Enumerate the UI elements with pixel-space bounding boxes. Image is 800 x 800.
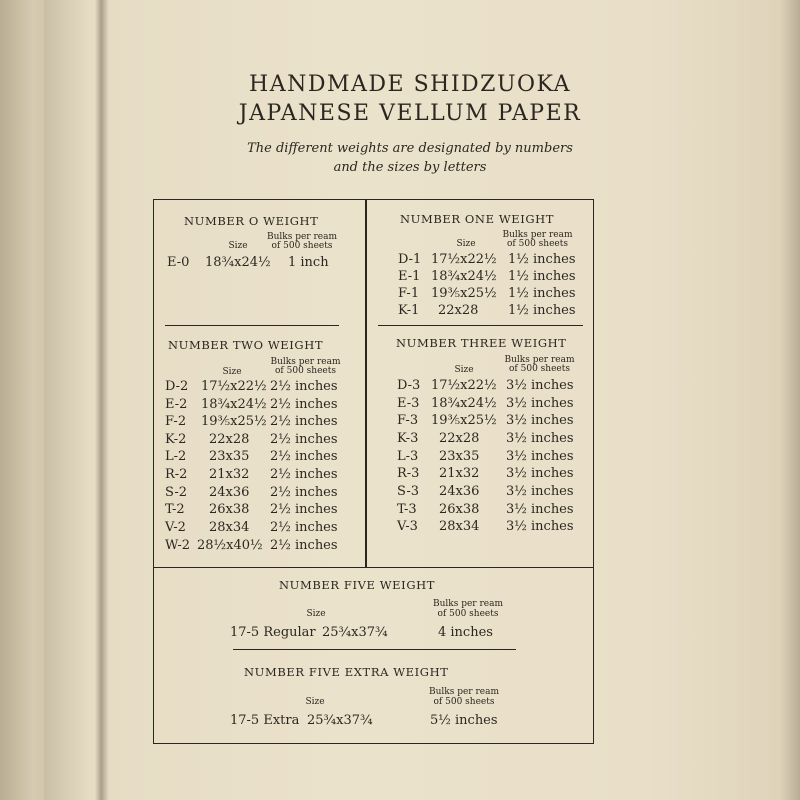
table-row — [397, 413, 587, 430]
row-size: 17½x22½ — [431, 252, 497, 267]
row-code: S-2 — [165, 485, 188, 500]
bulk-header-line-1: Bulks per ream — [504, 355, 575, 365]
row-code: T-3 — [397, 502, 417, 517]
section-title: NUMBER TWO WEIGHT — [168, 338, 324, 352]
row-code: T-2 — [165, 502, 185, 517]
table-column-divider — [365, 199, 367, 568]
row-size: 17½x22½ — [201, 379, 267, 394]
size-header: Size — [228, 241, 248, 251]
page-title-line-1: HANDMADE SHIDZUOKA — [249, 72, 571, 97]
row-bulk: 2½ inches — [270, 397, 338, 412]
row-bulk: 1½ inches — [508, 303, 576, 318]
table-row — [165, 432, 355, 449]
row-bulk: 2½ inches — [270, 432, 338, 447]
row-code: S-3 — [397, 484, 420, 499]
row-size: 18¾x24½ — [431, 396, 497, 411]
row-code: R-3 — [397, 466, 420, 481]
row-code: V-2 — [165, 520, 186, 535]
row-bulk: 2½ inches — [270, 414, 338, 429]
row-code: F-2 — [165, 414, 187, 429]
row-bulk: 3½ inches — [506, 484, 574, 499]
row-bulk: 1½ inches — [508, 269, 576, 284]
row-code: L-2 — [165, 449, 187, 464]
bulk-header-line-1: Bulks per ream — [502, 230, 573, 240]
row-size: 19⅗x25½ — [431, 413, 497, 428]
row-code: K-1 — [398, 303, 420, 318]
subtitle-line-2: and the sizes by letters — [333, 160, 487, 175]
table-row — [165, 414, 355, 431]
row-bulk: 2½ inches — [270, 449, 338, 464]
table-row — [397, 431, 587, 448]
divider-w5-w5x — [233, 649, 516, 650]
row-bulk: 3½ inches — [506, 466, 574, 481]
row-size: 18¾x24½ — [431, 269, 497, 284]
table-row — [230, 713, 510, 730]
row-size: 23x35 — [209, 449, 250, 464]
row-size: 19⅗x25½ — [201, 414, 267, 429]
row-size: 22x28 — [209, 432, 250, 447]
row-bulk: 2½ inches — [270, 502, 338, 517]
table-row — [398, 303, 583, 320]
row-bulk: 3½ inches — [506, 519, 574, 534]
book-gutter-shadow — [95, 0, 109, 800]
bulk-header-line-2: of 500 sheets — [275, 366, 336, 376]
row-size: 22x28 — [439, 431, 480, 446]
page-right-edge — [780, 0, 800, 800]
bulk-header-line-2: of 500 sheets — [433, 697, 495, 707]
row-bulk: 5½ inches — [430, 713, 498, 728]
bulk-header-line-1: Bulks per ream — [428, 687, 499, 697]
table-row — [165, 502, 355, 519]
table-row — [165, 538, 355, 555]
row-bulk: 2½ inches — [270, 467, 338, 482]
table-row — [398, 286, 583, 303]
table-row — [397, 449, 587, 466]
row-code: R-2 — [165, 467, 188, 482]
row-bulk: 1 inch — [288, 255, 329, 270]
row-code: 17-5 Regular — [230, 625, 316, 640]
divider-upper-lower — [153, 567, 594, 568]
bulk-header-line-2: of 500 sheets — [509, 364, 570, 374]
row-bulk: 3½ inches — [506, 396, 574, 411]
row-code: L-3 — [397, 449, 419, 464]
row-bulk: 2½ inches — [270, 520, 338, 535]
subtitle-line-1: The different weights are designated by numbers — [247, 141, 573, 156]
bulk-header-line-1: Bulks per ream — [432, 599, 503, 609]
row-code: D-1 — [398, 252, 422, 267]
row-size: 25¾x37¾ — [307, 713, 373, 728]
bulk-header-line-2: of 500 sheets — [271, 241, 333, 251]
row-code: E-1 — [398, 269, 421, 284]
row-size: 26x38 — [439, 502, 480, 517]
row-code: K-3 — [397, 431, 419, 446]
divider-w1-w3 — [378, 325, 583, 326]
table-row — [165, 379, 355, 396]
section-title: NUMBER THREE WEIGHT — [396, 336, 567, 350]
row-code: V-3 — [397, 519, 418, 534]
table-row — [167, 255, 347, 272]
row-size: 28½x40½ — [197, 538, 263, 553]
row-code: F-1 — [398, 286, 420, 301]
row-bulk: 3½ inches — [506, 413, 574, 428]
row-size: 23x35 — [439, 449, 480, 464]
row-size: 24x36 — [209, 485, 250, 500]
row-size: 28x34 — [209, 520, 250, 535]
row-bulk: 2½ inches — [270, 379, 338, 394]
row-bulk: 3½ inches — [506, 431, 574, 446]
row-size: 17½x22½ — [431, 378, 497, 393]
row-bulk: 3½ inches — [506, 449, 574, 464]
table-row — [230, 625, 510, 642]
section-title: NUMBER FIVE EXTRA WEIGHT — [244, 665, 449, 679]
section-title: NUMBER ONE WEIGHT — [400, 212, 555, 226]
size-header: Size — [456, 239, 476, 249]
row-bulk: 3½ inches — [506, 378, 574, 393]
table-row — [165, 485, 355, 502]
row-bulk: 1½ inches — [508, 286, 576, 301]
row-size: 24x36 — [439, 484, 480, 499]
row-code: E-0 — [167, 255, 190, 270]
row-bulk: 2½ inches — [270, 485, 338, 500]
table-row — [165, 397, 355, 414]
row-code: E-3 — [397, 396, 420, 411]
row-size: 19⅗x25½ — [431, 286, 497, 301]
table-row — [397, 502, 587, 519]
row-size: 26x38 — [209, 502, 250, 517]
table-row — [165, 467, 355, 484]
row-size: 18¾x24½ — [205, 255, 271, 270]
size-header: Size — [306, 609, 326, 619]
table-row — [165, 520, 355, 537]
size-header: Size — [305, 697, 325, 707]
row-size: 25¾x37¾ — [322, 625, 388, 640]
table-row — [397, 484, 587, 501]
table-row — [397, 396, 587, 413]
bulk-header-line-1: Bulks per ream — [270, 357, 341, 367]
row-size: 28x34 — [439, 519, 480, 534]
row-code: 17-5 Extra — [230, 713, 300, 728]
row-size: 21x32 — [439, 466, 480, 481]
row-bulk: 1½ inches — [508, 252, 576, 267]
size-header: Size — [222, 367, 242, 377]
row-size: 21x32 — [209, 467, 250, 482]
table-row — [397, 519, 587, 536]
table-row — [398, 269, 583, 286]
row-code: K-2 — [165, 432, 187, 447]
row-code: F-3 — [397, 413, 419, 428]
row-size: 22x28 — [438, 303, 479, 318]
row-bulk: 2½ inches — [270, 538, 338, 553]
bulk-header-line-2: of 500 sheets — [437, 609, 499, 619]
row-code: E-2 — [165, 397, 188, 412]
page-title-line-2: JAPANESE VELLUM PAPER — [238, 101, 582, 126]
table-row — [398, 252, 583, 269]
size-header: Size — [454, 365, 474, 375]
row-code: D-3 — [397, 378, 421, 393]
divider-w0-w2 — [165, 325, 339, 326]
bulk-header-line-1: Bulks per ream — [266, 232, 337, 242]
row-size: 18¾x24½ — [201, 397, 267, 412]
table-row — [397, 466, 587, 483]
section-title: NUMBER O WEIGHT — [184, 214, 319, 228]
row-code: W-2 — [165, 538, 191, 553]
table-row — [397, 378, 587, 395]
bulk-header-line-2: of 500 sheets — [507, 239, 568, 249]
section-title: NUMBER FIVE WEIGHT — [279, 578, 436, 592]
row-code: D-2 — [165, 379, 189, 394]
row-bulk: 4 inches — [438, 625, 493, 640]
table-row — [165, 449, 355, 466]
row-bulk: 3½ inches — [506, 502, 574, 517]
